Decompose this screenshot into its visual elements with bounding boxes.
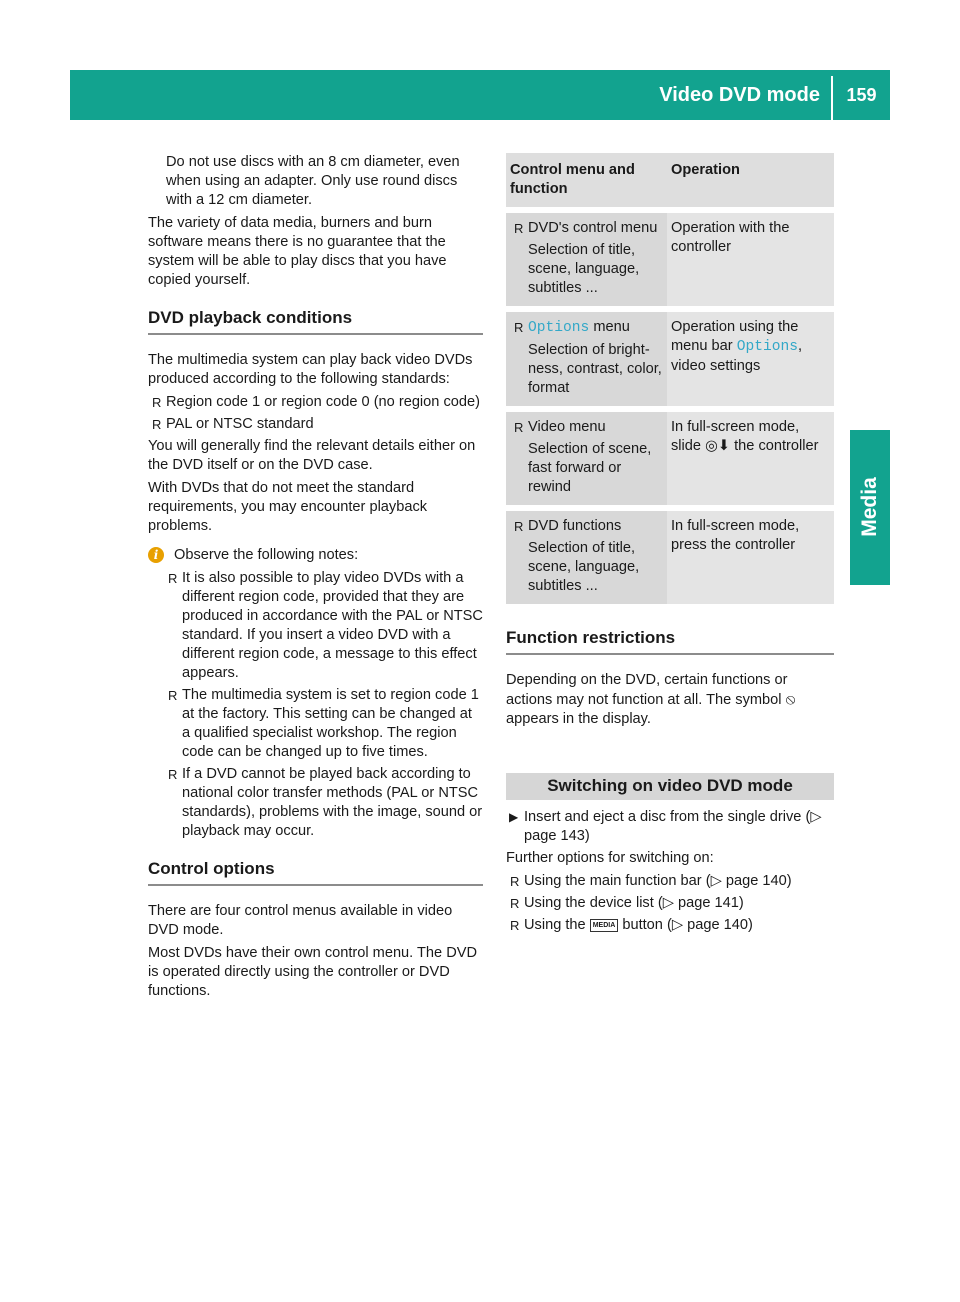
row-title: [510, 517, 663, 536]
row-title-text: DVD's control menu: [528, 220, 658, 236]
note-item: [148, 686, 483, 762]
table-cell: In full-screen mode, press the controller: [667, 511, 834, 610]
table-header-cell: Operation: [667, 153, 834, 213]
list-item: [506, 916, 834, 935]
bullet-mark: R: [510, 874, 520, 889]
paragraph-text: Depending on the DVD, certain functions or actions may not function at all. The symbol: [506, 672, 788, 708]
row-description: Selection of brightness, contrast, color, format: [528, 342, 662, 396]
bullet-mark: R: [152, 395, 162, 410]
row-description: Selection of scene, fast forward or rewind: [528, 441, 652, 495]
table-cell: Operation with the controller: [667, 213, 834, 312]
page-number: 159: [846, 85, 877, 105]
table-cell: [506, 511, 667, 610]
operation-text: Operation using the menu bar: [671, 319, 799, 354]
paragraph: [506, 671, 834, 729]
list-item-text: Using the: [524, 917, 590, 933]
table-header-cell: Control menu and function: [506, 153, 667, 213]
intro-paragraph: The variety of data media, burners and burn software means there is no guarantee that the system will be able to play discs that you have copied yourself.: [148, 215, 447, 288]
right-column: [506, 153, 834, 938]
not-available-icon: ⦸: [785, 691, 796, 708]
bullet-mark: R: [152, 417, 162, 432]
paragraph: Most DVDs have their own control menu. The DVD is operated directly using the controller or DVD functions.: [148, 945, 478, 999]
section-heading-function-restrictions: Function restrictions: [506, 628, 834, 655]
operation-text: , video settings: [671, 338, 803, 374]
note-item-text: The multimedia system is set to region code 1 at the factory. This setting can be changed at a qualified specialist workshop. The region code can be changed up to five times.: [182, 687, 479, 760]
page-title: Video DVD mode: [659, 84, 820, 106]
side-tab-label: Media: [858, 477, 881, 537]
list-item-text: button (▷ page 140): [618, 917, 753, 933]
table-cell: [506, 312, 667, 412]
bullet-mark: R: [514, 420, 524, 435]
table-cell: [667, 312, 834, 412]
paragraph: With DVDs that do not meet the standard requirements, you may encounter playback problems.: [148, 480, 428, 534]
operation-text: the controller: [730, 438, 819, 454]
list-item-text: Using the device list (▷ page 141): [524, 895, 744, 911]
side-tab-media[interactable]: [850, 430, 890, 585]
list-item: [148, 393, 483, 412]
section-heading-switching-on: Switching on video DVD mode: [506, 773, 834, 800]
bullet-mark: R: [514, 320, 524, 335]
table-cell: [506, 412, 667, 511]
table-cell: [667, 412, 834, 511]
bullet-mark: R: [514, 221, 524, 236]
row-title-text: menu: [589, 319, 630, 335]
paragraph: You will generally find the relevant details either on the DVD itself or on the DVD case.: [148, 438, 476, 473]
table-row: [506, 213, 834, 312]
row-title-text: DVD functions: [528, 518, 622, 534]
step-text: Insert and eject a disc from the single drive (▷ page 143): [524, 809, 822, 844]
note-heading-text: Observe the following notes:: [174, 547, 359, 563]
note-item: [148, 765, 483, 841]
paragraph: Further options for switching on:: [506, 850, 714, 866]
list-item-text: Using the main function bar (▷ page 140): [524, 873, 792, 889]
paragraph: There are four control menus available in video DVD mode.: [148, 903, 453, 938]
info-icon: i: [148, 547, 164, 563]
list-item-text: Region code 1 or region code 0 (no region code): [166, 394, 480, 410]
bullet-mark: R: [514, 519, 524, 534]
operation-text: In full-screen mode, slide: [671, 419, 800, 454]
step-item: [506, 808, 834, 846]
options-softkey-label: Options: [736, 339, 799, 355]
step-arrow-icon: ▶: [509, 810, 519, 824]
intro-indent-text: Do not use discs with an 8 cm diameter, even when using an adapter. Only use round discs with a 12 cm diameter.: [166, 154, 460, 208]
table-row: [506, 511, 834, 610]
bullet-mark: R: [510, 918, 520, 933]
bullet-mark: R: [168, 767, 178, 782]
section-heading-control-options: Control options: [148, 859, 483, 886]
header-bar: [70, 70, 890, 120]
paragraph-text: appears in the display.: [506, 711, 651, 727]
media-button-icon: MEDIA: [590, 919, 619, 932]
row-title: [510, 418, 663, 437]
note-item-text: If a DVD cannot be played back according to national color transfer methods (PAL or NTSC standards), problems with the image, sound or playback may occur.: [182, 766, 483, 839]
section-heading-dvd-playback: DVD playback conditions: [148, 308, 483, 335]
table-header-row: [506, 153, 834, 213]
paragraph: The multimedia system can play back video DVDs produced according to the following standards:: [148, 352, 473, 387]
bullet-mark: R: [510, 896, 520, 911]
left-column: [148, 153, 483, 1005]
note-heading: [148, 546, 483, 565]
row-title-text: Video menu: [528, 419, 606, 435]
list-item: [148, 415, 483, 434]
table-row: [506, 412, 834, 511]
note-item: [148, 569, 483, 683]
control-menu-table: [506, 153, 834, 610]
row-description: Selection of title, scene, language, subtitles ...: [528, 242, 640, 296]
row-title: [510, 219, 663, 238]
bullet-mark: R: [168, 571, 178, 586]
table-row: [506, 312, 834, 412]
row-description: Selection of title, scene, language, subtitles ...: [528, 540, 640, 594]
list-item: [506, 872, 834, 891]
options-softkey-label: Options: [528, 320, 590, 336]
bullet-mark: R: [168, 688, 178, 703]
list-item-text: PAL or NTSC standard: [166, 416, 314, 432]
list-item: [506, 894, 834, 913]
row-title: [510, 318, 663, 338]
table-cell: [506, 213, 667, 312]
controller-slide-icon: ◎⬇: [705, 438, 731, 454]
note-item-text: It is also possible to play video DVDs with a different region code, provided that they are produced in accordance with the PAL or NTSC standard. If you insert a video DVD with a different region code, a message to this effect appears.: [182, 570, 483, 681]
